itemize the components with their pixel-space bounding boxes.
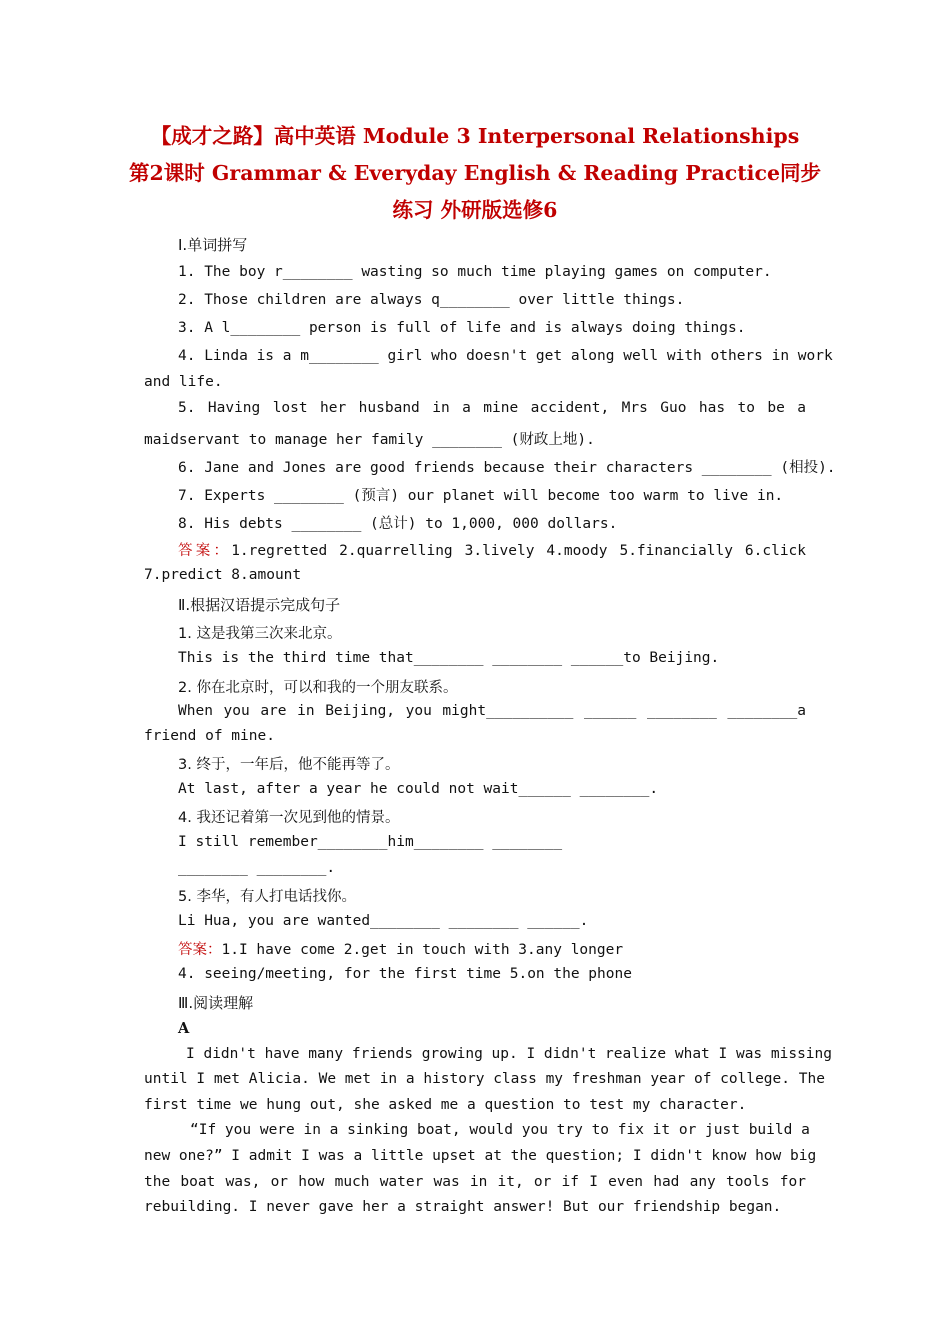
s1-answer-line-1 [178, 539, 806, 560]
s1-answer-text: 1.regretted 2.quarrelling 3.lively 4.moody 5.financially 6.click [231, 543, 807, 559]
passage-p1-line-1: I didn't have many friends growing up. I didn't realize what I was missing [186, 1046, 833, 1062]
passage-p1-line-2: until I met Alicia. We met in a history class my freshman year of college. The [144, 1071, 825, 1087]
passage-p1-line-3: first time we hung out, she asked me a question to test my character. [144, 1097, 747, 1113]
s2-question-4-chinese: 4. 我还记着第一次见到他的情景。 [178, 810, 400, 826]
title-line-2: 第2课时 Grammar & Everyday English & Reading Practice同步 [129, 161, 821, 185]
section-1-heading: Ⅰ.单词拼写 [178, 236, 248, 254]
passage-p2-line-2: new one?” I admit I was a little upset at the question; I didn't know how big [144, 1148, 817, 1164]
s1-question-4-line-2: and life. [144, 374, 223, 390]
s1-question-6: 6. Jane and Jones are good friends because their characters ________ (相投). [178, 460, 836, 476]
s2-question-2-chinese: 2. 你在北京时，可以和我的一个朋友联系。 [178, 680, 458, 696]
s1-answer-line-2: 7.predict 8.amount [144, 567, 302, 583]
s2-answer-text: 1.I have come 2.get in touch with 3.any longer [221, 942, 624, 958]
s2-answer-label: 答案： [178, 942, 222, 958]
s2-answer-line-1 [178, 938, 623, 959]
s1-question-8: 8. His debts ________ (总计) to 1,000, 000 dollars. [178, 516, 618, 532]
section-3-heading: Ⅲ.阅读理解 [178, 994, 254, 1012]
s1-question-5-line-1: 5. Having lost her husband in a mine accident, Mrs Guo has to be a [178, 400, 806, 416]
s2-question-5-english: Li Hua, you are wanted________ ________ ______. [178, 913, 589, 929]
passage-p2-line-3: the boat was, or how much water was in it, or if I even had any tools for [144, 1174, 806, 1190]
passage-label: A [178, 1020, 190, 1037]
s2-question-2-english-line-2: friend of mine. [144, 728, 275, 744]
s2-question-2-english-line-1: When you are in Beijing, you might__________ ______ ________ ________a [178, 703, 806, 719]
document-title [120, 118, 830, 229]
s1-question-5-line-2: maidservant to manage her family ________ (财政上地). [144, 432, 595, 448]
passage-p2-line-4: rebuilding. I never gave her a straight answer! But our friendship began. [144, 1199, 782, 1215]
s2-question-1-chinese: 1. 这是我第三次来北京。 [178, 626, 342, 642]
s2-answer-line-2: 4. seeing/meeting, for the first time 5.on the phone [178, 966, 632, 982]
s1-question-2: 2. Those children are always q________ over little things. [178, 292, 685, 308]
s1-question-4-line-1: 4. Linda is a m________ girl who doesn't get along well with others in work [178, 348, 833, 364]
s1-question-3: 3. A l________ person is full of life and is always doing things. [178, 320, 746, 336]
s2-question-4-english-line-1: I still remember________him________ ________ [178, 834, 563, 850]
title-line-3: 练习 外研版选修6 [392, 198, 558, 222]
s2-question-3-english: At last, after a year he could not wait______ ________. [178, 781, 659, 797]
s2-question-5-chinese: 5. 李华，有人打电话找你。 [178, 889, 356, 905]
s2-question-3-chinese: 3. 终于，一年后，他不能再等了。 [178, 757, 400, 773]
section-2-heading: Ⅱ.根据汉语提示完成句子 [178, 596, 341, 614]
s1-question-1: 1. The boy r________ wasting so much time playing games on computer. [178, 264, 772, 280]
s2-question-4-english-line-2: ________ ________. [178, 860, 336, 876]
passage-p2-line-1: “If you were in a sinking boat, would you try to fix it or just build a [190, 1122, 810, 1138]
s1-question-7: 7. Experts ________ (预言) our planet will become too warm to live in. [178, 488, 784, 504]
s2-question-1-english: This is the third time that________ ________ ______to Beijing. [178, 650, 720, 666]
s1-answer-label: 答案： [178, 543, 232, 559]
title-line-1: 【成才之路】高中英语 Module 3 Interpersonal Relationships [150, 124, 800, 148]
